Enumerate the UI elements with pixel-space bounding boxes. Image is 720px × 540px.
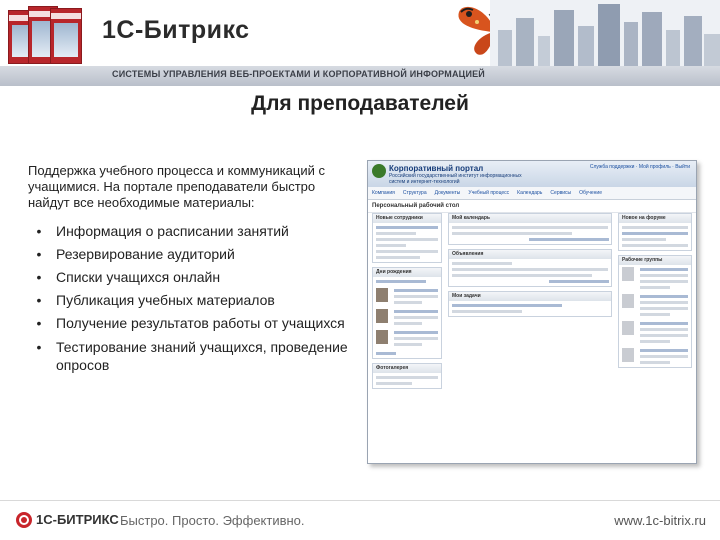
footer-logo: 1С-БИТРИКС [36,512,119,527]
portal-link: Служба поддержки [589,164,635,170]
group-avatar [622,267,634,281]
list-item: • Получение результатов работы от учащихся [36,315,345,331]
portal-logo-icon [372,164,386,178]
group-avatar [622,321,634,335]
portal-middle-column [448,213,612,321]
portal-header [368,161,696,187]
portal-desk-title: Персональный рабочий стол [368,200,696,213]
group-avatar [622,294,634,308]
portal-link: Выйти [675,164,690,170]
portal-link: Мой профиль [638,164,671,170]
portal-nav-item: Компания [372,190,395,196]
avatar [376,309,388,323]
portal-widget: Новое на форуме [618,213,692,251]
avatar [376,330,388,344]
portal-nav-item: Учебный процесс [468,190,510,196]
city-skyline-image [490,0,720,66]
portal-widget: Дни рождения [372,267,442,359]
portal-top-links: Служба поддержки · Мой профиль · Выйти [589,164,690,170]
footer-slogan: Быстро. Просто. Эффективно. [120,513,305,528]
footer-url: www.1c-bitrix.ru [614,513,706,528]
portal-subtitle: Российский государственный институт информационных систем и интернет-технологий [389,173,522,185]
portal-widget: Мой календарь [448,213,612,245]
portal-widget: Рабочие группы [618,255,692,368]
footer-divider [0,500,720,501]
portal-nav [368,187,696,200]
list-item: • Резервирование аудиторий [36,246,235,262]
product-boxes-image [8,4,90,66]
portal-left-column [372,213,442,393]
portal-widget: Мои задачи [448,291,612,317]
brand-logo: 1С-Битрикс [102,16,250,44]
portal-widget: Новые сотрудники [372,213,442,263]
portal-widget: Объявления [448,249,612,287]
portal-nav-item: Структура [402,190,427,196]
tagline: СИСТЕМЫ УПРАВЛЕНИЯ ВЕБ-ПРОЕКТАМИ И КОРПОРАТИВНОЙ ИНФОРМАЦИЕЙ [112,69,485,79]
list-item: • Списки учащихся онлайн [36,269,221,285]
group-avatar [622,348,634,362]
avatar [376,288,388,302]
portal-screenshot [367,160,697,464]
list-item: • Тестирование знаний учащихся, проведение опросов [36,339,348,373]
portal-nav-item: Сервисы [550,190,572,196]
intro-text: Поддержка учебного процесса и коммуникаций с учащимися. На портале преподаватели быстро найдут все необходимые материалы: [28,163,325,210]
portal-widget: Фотогалерея [372,363,442,389]
feature-list [32,222,352,374]
list-item: • Информация о расписании занятий [36,223,289,239]
slide-header [0,0,720,86]
portal-nav-item: Календарь [517,190,543,196]
portal-nav-item: Обучение [579,190,603,196]
bitrix-logo-icon [16,512,32,528]
slide-title: Для преподавателей [251,92,469,115]
portal-columns [372,213,692,459]
portal-nav-item: Документы [434,190,461,196]
list-item: • Публикация учебных материалов [36,292,275,308]
portal-right-column [618,213,692,372]
portal-name: Корпоративный портал [389,164,484,173]
